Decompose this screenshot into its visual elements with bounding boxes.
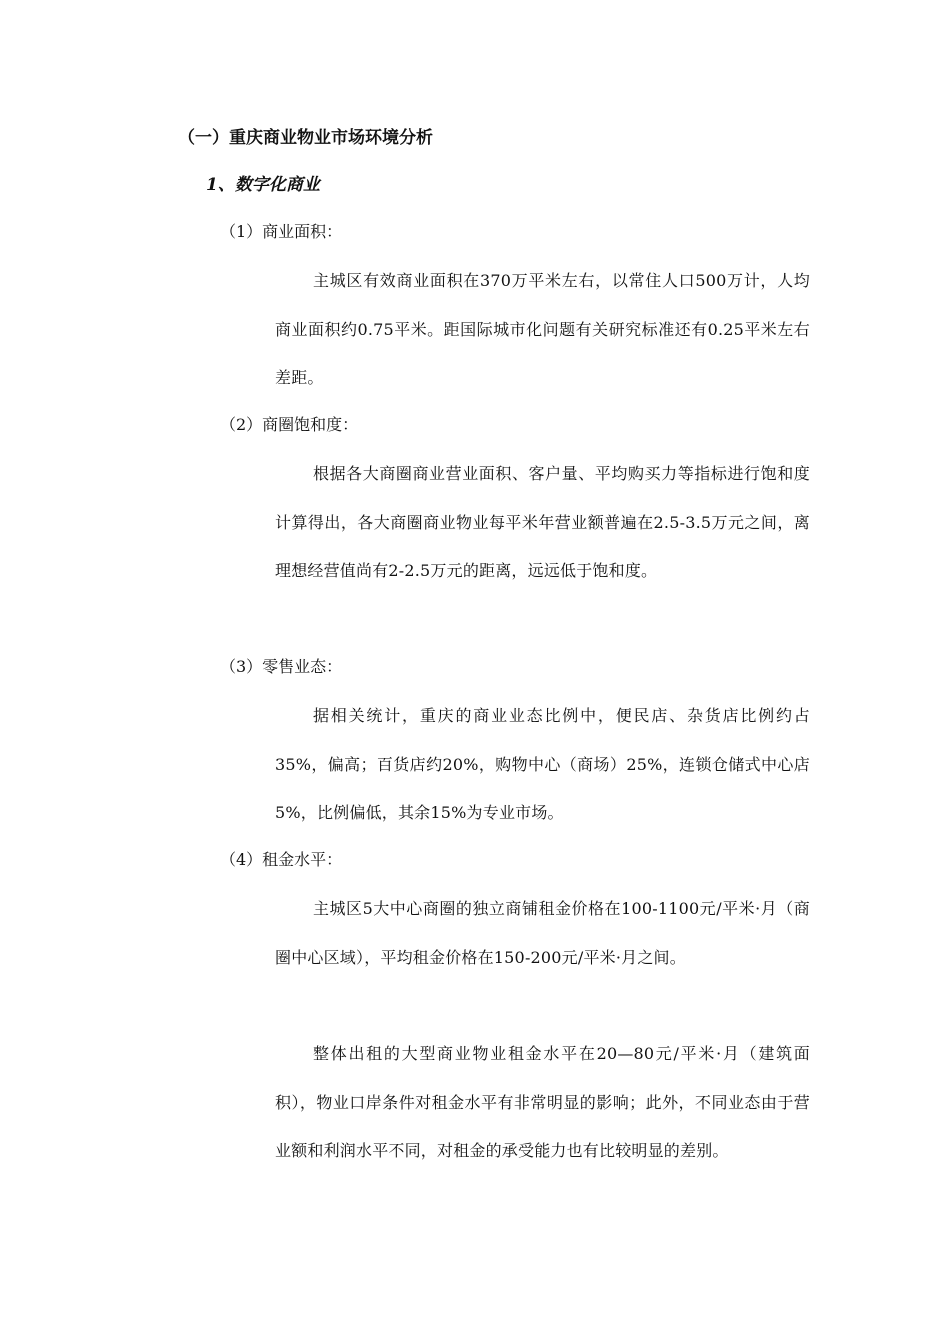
paragraph-saturation: 根据各大商圈商业营业面积、客户量、平均购买力等指标进行饱和度计算得出，各大商圈商业物业每平米年营业额普遍在2.5-3.5万元之间，离理想经营值尚有2-2.5万元的距离，远远低于饱和度。: [275, 464, 810, 580]
paragraph-rent-level-1: 主城区5大中心商圈的独立商铺租金价格在100-1100元/平米·月（商圈中心区域），平均租金价格在150-200元/平米·月之间。: [275, 899, 810, 967]
section-heading: （一）重庆商业物业市场环境分析: [178, 128, 433, 148]
item-label-commercial-area: （1）商业面积：: [220, 222, 343, 241]
subsection-heading: 1、数字化商业: [206, 175, 320, 195]
item-label-retail-formats: （3）零售业态：: [220, 657, 343, 676]
paragraph-rent-level-2: 整体出租的大型商业物业租金水平在20—80元/平米·月（建筑面积），物业口岸条件对租金水平有非常明显的影响；此外，不同业态由于营业额和利润水平不同，对租金的承受能力也有比较明显的差别。: [275, 1044, 810, 1160]
paragraph-commercial-area: 主城区有效商业面积在370万平米左右，以常住人口500万计，人均商业面积约0.75平米。距国际城市化问题有关研究标准还有0.25平米左右差距。: [275, 271, 810, 387]
item-label-saturation: （2）商圈饱和度：: [220, 415, 359, 434]
item-label-rent-level: （4）租金水平：: [220, 850, 343, 869]
paragraph-retail-formats: 据相关统计，重庆的商业业态比例中，便民店、杂货店比例约占35%，偏高；百货店约20%，购物中心（商场）25%，连锁仓储式中心店5%，比例偏低，其余15%为专业市场。: [275, 706, 810, 822]
